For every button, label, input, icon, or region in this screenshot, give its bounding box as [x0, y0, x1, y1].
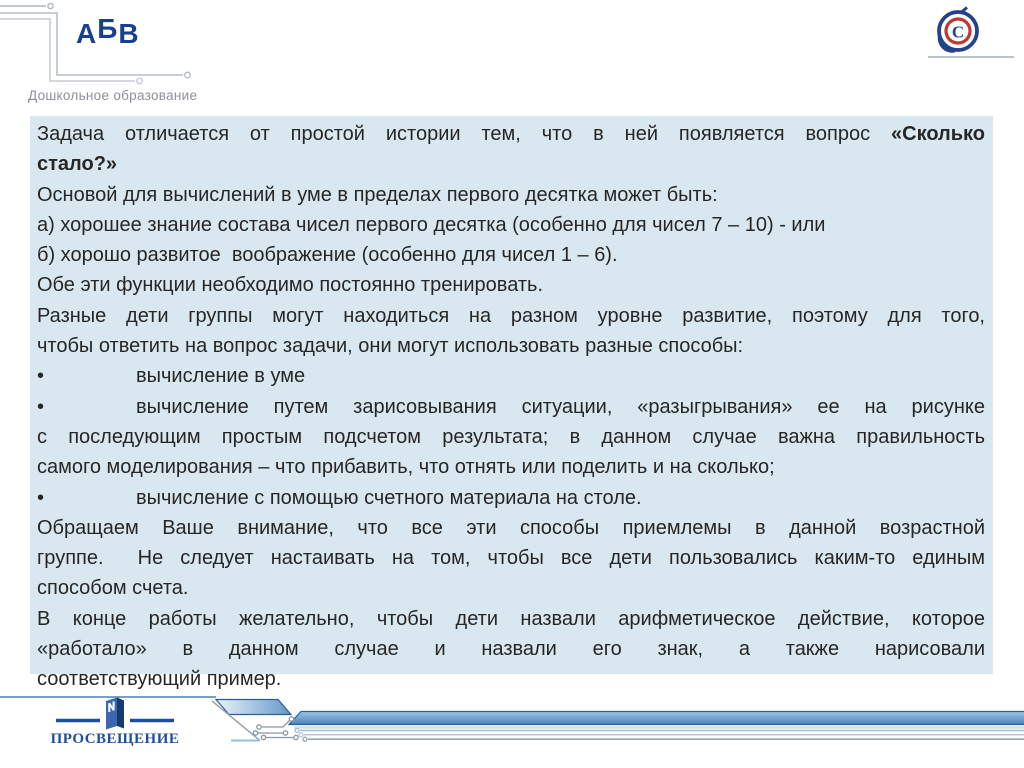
bullet-marker: • [37, 365, 45, 388]
text-segment: самого моделирования – что прибавить, что отнять или поделить и на сколько; [37, 456, 775, 479]
text-line [37, 210, 985, 240]
emblem-underline [928, 56, 1014, 58]
text-line [37, 513, 985, 543]
text-line [37, 452, 985, 482]
text-line [37, 240, 985, 270]
text-segment: «работало» в данном случае и назвали его знак, а также нарисовали [37, 638, 985, 661]
text-line [37, 573, 985, 603]
text-segment: «Сколько [891, 123, 985, 145]
text-line [37, 119, 985, 149]
text-segment: Обращаем Ваше внимание, что все эти способы приемлемы в данной возрастной [37, 516, 985, 539]
slide-text-box [30, 116, 993, 691]
text-segment: а) хорошее знание состава чисел первого десятка (особенно для чисел 7 – 10) - или [37, 213, 826, 236]
text-line [37, 543, 985, 573]
bullet-marker: • [37, 395, 45, 418]
text-segment: стало?» [37, 153, 118, 176]
svg-text:С: С [951, 22, 965, 42]
footer-band-long [289, 712, 1024, 725]
text-segment: Разные дети группы могут находиться на разном уровне развитие, поэтому для того, [37, 304, 985, 327]
text-segment: Обе эти функции необходимо постоянно тренировать. [37, 274, 544, 297]
publisher-name: ПРОСВЕЩЕНИЕ [50, 731, 180, 747]
program-subtitle: Дошкольное образование [28, 88, 198, 103]
text-segment: вычисление с помощью счетного материала на столе. [136, 486, 642, 509]
text-segment: группе. Не следует настаивать на том, чтобы все дети пользовались каким-то единым [37, 547, 985, 570]
text-segment: чтобы ответить на вопрос задачи, они могут использовать разные способы: [37, 335, 744, 358]
text-line-bullet [37, 361, 985, 391]
text-segment: вычисление в уме [136, 365, 306, 388]
bullet-marker: • [37, 486, 45, 509]
text-segment: б) хорошо развитое воображение (особенно для чисел 1 – 6). [37, 244, 618, 267]
text-line [37, 604, 985, 634]
text-segment: соответствующий пример. [37, 668, 282, 691]
circuit-footer-decoration [0, 690, 1024, 768]
line-start-node [295, 729, 299, 733]
text-line [37, 634, 985, 664]
text-line [37, 180, 985, 210]
text-line [37, 422, 985, 452]
circuit-traces [253, 717, 298, 740]
abv-letter: А [76, 18, 98, 49]
book-icon [106, 698, 124, 730]
text-segment: с последующим простым подсчетом результата; в данном случае важна правильность [37, 425, 985, 448]
text-segment: вычисление путем зарисовывания ситуации, «разыгрывания» ее на рисунке [136, 395, 985, 418]
line-start-node [303, 737, 307, 741]
text-segment: В конце работы желательно, чтобы дети назвали арифметическое действие, которое [37, 607, 985, 630]
text-line [37, 331, 985, 361]
text-line-bullet [37, 392, 985, 422]
abv-letter: В [118, 18, 140, 49]
text-segment: Задача отличается от простой истории тем, что в ней появляется вопрос [37, 123, 891, 145]
text-line [37, 149, 985, 179]
text-segment: Основой для вычислений в уме в пределах первого десятка может быть: [37, 183, 718, 206]
abv-logo [76, 13, 140, 50]
text-line [37, 301, 985, 331]
publisher-emblem-icon [928, 4, 992, 60]
footer-band-small [216, 700, 291, 715]
text-line [37, 270, 985, 300]
text-segment: способом счета. [37, 577, 189, 600]
line-start-node [299, 733, 303, 737]
abv-letter: Б [97, 13, 119, 44]
text-line-bullet [37, 483, 985, 513]
